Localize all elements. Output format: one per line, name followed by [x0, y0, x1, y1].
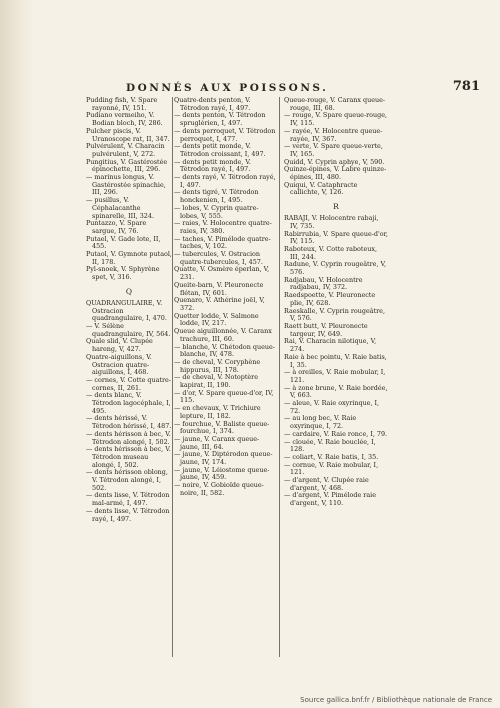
index-entry: — dents penton, V. Tétrodon spruglérien, I, 497. [174, 111, 266, 128]
index-entry: Raie à bec pointu, V. Raie batis, I, 35. [284, 352, 387, 369]
index-entry: — de cheval, V. Coryphène hippurus, III, 178. [174, 357, 261, 374]
index-entry: — coliart, V. Raie batis, I, 35. [284, 452, 379, 461]
index-entry: — blanche, V. Chétodon queue-blanche, IV, 478. [174, 342, 275, 359]
column-divider [172, 97, 173, 657]
index-entry: — dents blanc, V. Tétrodon lagocéphale, I, 495. [86, 391, 171, 415]
index-entry: — marinus longus, V. Gastérostée spinachie, III, 296. [86, 173, 166, 197]
index-entry: Quinze-épines, V. Labre quinze-épines, III, 480. [284, 165, 387, 182]
index-entry: Queue-rouge, V. Caranx queue-rouge, III, 68. [284, 96, 386, 112]
index-entry: Pungitius, V. Gastérostée épinochette, III, 296. [86, 157, 168, 174]
index-entry: — dents rayé, V. Tétrodon rayé, I, 497. [174, 173, 276, 189]
index-entry: — dents lisse, V. Tétrodon mal-armé, I, 497. [86, 491, 170, 508]
index-entry: Pudding fish, V. Spare rayonné, IV, 151. [86, 96, 158, 112]
index-entry: — dents petit monde, V. Tétrodon rayé, I, 497. [174, 157, 251, 174]
index-entry: — dents hérissé, V. Tétrodon hérissé, I, 487. [86, 414, 172, 431]
page-number: 781 [452, 79, 480, 94]
index-entry: — V. Sélène quadrangulaire, IV, 564. [86, 321, 171, 338]
index-entry: — en chevaux, V. Trichiure lepture, II, 182. [174, 404, 261, 420]
index-entry: — noire, V. Gobioïde queue-noire, II, 582. [174, 481, 264, 497]
index-entry: Pulcher piscis, V. Uranoscope rat, II, 347. [86, 126, 170, 143]
index-entry: Queue aiguillonnée, V. Caranx trachure, III, 60. [174, 327, 272, 343]
index-entry: Quiqui, V. Cataphracte callichte, V, 126. [284, 180, 358, 197]
index-entry: — taches, V. Pimélode quatre-taches, V, 102. [174, 234, 271, 251]
index-entry: Quatre-aiguillons, V. Ostracion quatre-aiguillons, I, 468. [86, 352, 152, 377]
index-entry: — rayée, V. Holocentre queue-rayée, IV, 367. [284, 126, 383, 143]
index-entry: Rabirrubia, V. Spare queue-d'or, IV, 115. [284, 229, 388, 246]
index-entry: Puntazzo, V. Spare sargue, IV, 76. [86, 219, 147, 235]
index-entry: Queite-barn, V. Pleuronecte flétan, IV, 601. [174, 280, 264, 297]
index-entry: Pyl-snoek, V. Sphyrène spet, V, 316. [86, 265, 160, 282]
index-entry: — d'or, V. Spare queue-d'or, IV, 115. [174, 388, 274, 405]
index-entry: Radjabau, V. Holocentre radjabau, IV, 372. [284, 275, 363, 292]
index-entry: — cardaire, V. Raie ronce, I, 79. [284, 429, 388, 438]
index-entry: — d'argent, V. Clupée raie d'argent, V, 468. [284, 476, 369, 492]
index-entry: — fourchue, V. Baliste queue-fourchue, I, 374. [174, 419, 270, 436]
index-entry: Quatte, V. Osmère éperlan, V, 231. [174, 265, 270, 282]
index-entry: — cornue, V. Raie mobular, I, 121. [284, 460, 379, 477]
index-entry: — jaune, V. Diptérodon queue-jaune, IV, 174. [174, 450, 273, 467]
index-entry: — lobes, V. Cyprin quatre-lobes, V, 555. [174, 203, 259, 220]
index-entry: Raboteux, V. Cotte raboteux, III, 244. [284, 244, 377, 261]
index-entry: — dents hérisson oblong, V. Tétrodon alongé, I, 502. [86, 468, 168, 492]
running-title: DONNÉS AUX POISSONS. [126, 82, 329, 94]
index-entry: Pudiano vermeiho, V. Bodian bloch, IV, 286. [86, 111, 163, 128]
index-entry: — verte, V. Spare queue-verte, IV, 165. [284, 142, 383, 158]
index-entry: Putael, V. Gade lote, II, 455. [86, 234, 161, 251]
index-entry: Quetter lodde, V. Salmone lodde, IV, 217. [174, 311, 259, 328]
index-entry: — dents tigré, V. Tétrodon honckenien, I, 495. [174, 188, 259, 205]
index-entry: — dents perroquet, V. Tétrodon perroquet, I, 477. [174, 126, 276, 143]
index-entry: Putaol, V. Gymnote putaol, II, 178. [86, 250, 172, 266]
index-entry: — aleue, V. Raie oxyrinque, I, 72. [284, 399, 380, 415]
index-column-1 [86, 97, 172, 523]
index-column-2 [174, 97, 276, 498]
index-entry: — dents hérisson à bec, V. Tétrodon alongé, I, 502. [86, 429, 171, 446]
index-entry: — pusillus, V. Céphalacanthe spinarelle, III, 324. [86, 196, 154, 220]
index-entry: Raedspoette, V. Pleuronecte plie, IV, 628. [284, 291, 376, 307]
source-credit: Source gallica.bnf.fr / Bibliothèque nationale de France [300, 696, 492, 704]
page-gutter-shadow [0, 0, 34, 708]
index-entry: Quatre-dents penton, V. Tétrodon rayé, I, 497. [174, 96, 251, 112]
index-entry: — dents lisse, V. Tétrodon rayé, I, 497. [86, 506, 170, 523]
index-entry: Quale slid, V. Clupée hareng, V, 427. [86, 337, 153, 354]
index-entry: Quenaro, V. Athérine joël, V, 372. [174, 296, 265, 312]
index-entry: Pulvérulent, V. Characin pulvérulent, V, 272. [86, 142, 165, 158]
index-entry: QUADRANGULAIRE, V. Ostracion quadrangulaire, I, 470. [86, 298, 167, 323]
index-entry: — dents petit monde, V. Tétrodon croissant, I, 497. [174, 142, 266, 158]
section-letter-heading: R [333, 202, 339, 212]
column-divider [279, 97, 280, 657]
index-entry: — rouge, V. Spare queue-rouge, IV, 115. [284, 111, 388, 128]
index-entry: — au long bec, V. Raie oxyrinque, I, 72. [284, 414, 357, 431]
index-entry: RABAJI, V. Holocentre rabaji, IV, 735. [284, 214, 379, 230]
index-column-3 [284, 97, 388, 508]
index-entry: — clouée, V. Raie bouclée, I, 128. [284, 437, 376, 454]
index-entry: — à oreilles, V. Raie mobular, I, 121. [284, 368, 386, 384]
index-entry: — tubercules, V. Ostracion quatre-tubercules, I, 457. [174, 250, 263, 266]
index-entry: — jaune, V. Caranx queue-jaune, III, 64. [174, 434, 260, 451]
section-letter-heading: Q [125, 286, 133, 296]
index-entry: — raies, V. Holocentre quatre-raies, IV, 380. [174, 219, 272, 235]
index-entry: Raett butt, V. Pleuronecte targeur, IV, 649. [284, 321, 368, 338]
index-entry: — à zone brune, V. Raie bordée, V, 663. [284, 383, 388, 400]
index-entry: Raeskalle, V. Cyprin rougeâtre, V, 576. [284, 306, 385, 323]
index-entry: Radune, V. Cyprin rougeâtre, V, 576. [284, 260, 387, 277]
index-entry: Rai, V. Characin nilotique, V, 274. [284, 337, 377, 354]
index-entry: Quidd, V. Cyprin aphye, V, 590. [284, 157, 385, 166]
index-entry: — cornes, V. Cotte quatre-cornes, II, 261. [86, 375, 171, 392]
index-entry: — dents hérisson à bec, V. Tétrodon museau alongé, I, 502. [86, 445, 171, 469]
index-entry: — jaune, V. Léiostome queue-jaune, IV, 459. [174, 465, 270, 482]
index-entry: — d'argent, V. Pimélode raie d'argent, V, 110. [284, 491, 376, 508]
index-entry: — de cheval, V. Notoptère kapirat, II, 190. [174, 373, 259, 390]
